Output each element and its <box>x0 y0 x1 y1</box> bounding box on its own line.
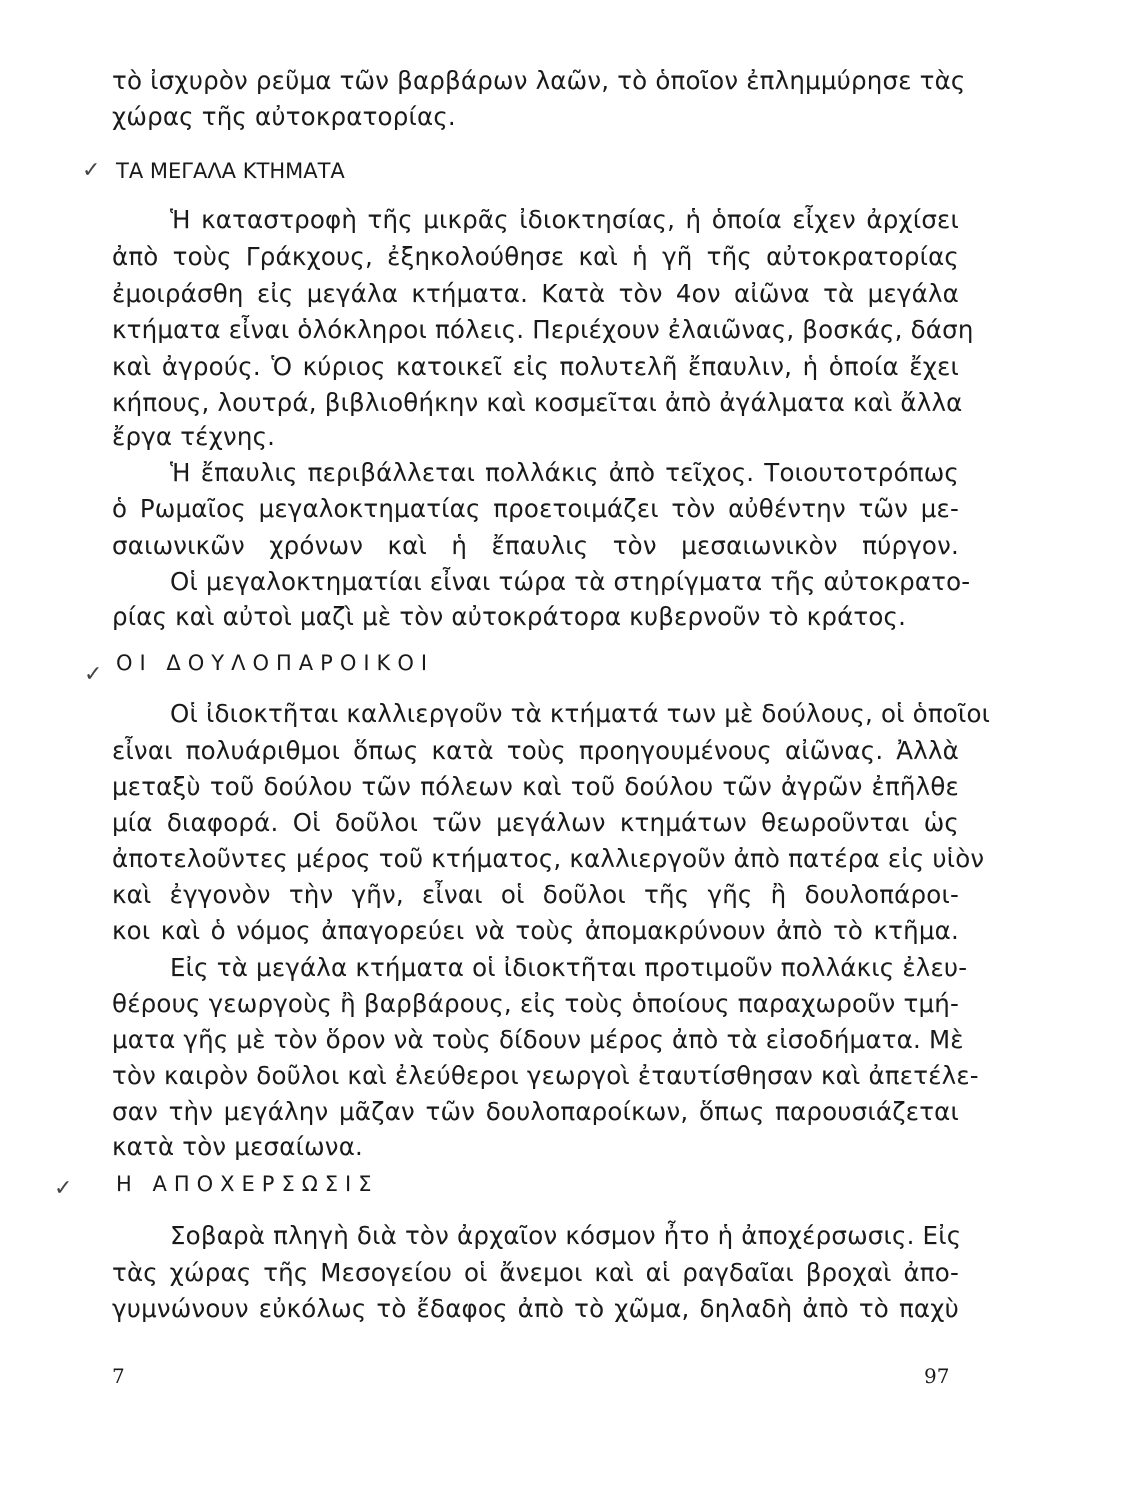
margin-checkmark-icon: ✓ <box>54 1176 73 1201</box>
text-line: κτήματα εἶναι ὁλόκληροι πόλεις. Περιέχουν ἐλαιῶνας, βοσκάς, δάση <box>112 315 974 344</box>
text-line: τὸ ἰσχυρὸν ρεῦμα τῶν βαρβάρων λαῶν, τὸ ὁποῖον ἐπλημμύρησε τὰς <box>112 66 966 95</box>
margin-checkmark-icon: ✓ <box>82 158 101 183</box>
text-line: ἀποτελοῦντες μέρος τοῦ κτήματος, καλλιεργοῦν ἀπὸ πατέρα εἰς υἱὸν <box>112 844 985 873</box>
text-line: θέρους γεωργοὺς ἢ βαρβάρους, εἰς τοὺς ὁποίους παραχωροῦν τμή- <box>112 989 959 1018</box>
section-heading: Η ΑΠΟΧΕΡΣΩΣΙΣ <box>116 1172 379 1196</box>
text-line: Ἡ ἔπαυλις περιβάλλεται πολλάκις ἀπὸ τεῖχος. Τοιουτοτρόπως <box>170 458 959 487</box>
margin-checkmark-icon: ✓ <box>84 662 103 687</box>
text-line: Οἱ ἰδιοκτῆται καλλιεργοῦν τὰ κτήματά των μὲ δούλους, οἱ ὁποῖοι <box>170 699 991 728</box>
text-line: Ἡ καταστροφὴ τῆς μικρᾶς ἰδιοκτησίας, ἡ ὁποία εἶχεν ἀρχίσει <box>170 205 959 234</box>
text-line: ρίας καὶ αὐτοὶ μαζὶ μὲ τὸν αὐτοκράτορα κυβερνοῦν τὸ κράτος. <box>112 602 907 631</box>
text-line: ἔργα τέχνης. <box>112 422 276 451</box>
text-line: Οἱ μεγαλοκτηματίαι εἶναι τώρα τὰ στηρίγματα τῆς αὐτοκρατο- <box>170 567 971 596</box>
text-line: μεταξὺ τοῦ δούλου τῶν πόλεων καὶ τοῦ δούλου τῶν ἀγρῶν ἐπῆλθε <box>112 772 959 801</box>
text-line: χώρας τῆς αὐτοκρατορίας. <box>112 102 456 131</box>
page-number: 97 <box>924 1364 950 1388</box>
text-line: ἀπὸ τοὺς Γράκχους, ἐξηκολούθησε καὶ ἡ γῆ τῆς αὐτοκρατορίας <box>112 242 959 271</box>
signature-mark: 7 <box>112 1364 125 1388</box>
text-line: ἐμοιράσθη εἰς μεγάλα κτήματα. Κατὰ τὸν 4ον αἰῶνα τὰ μεγάλα <box>112 279 959 308</box>
text-line: τὰς χώρας τῆς Μεσογείου οἱ ἄνεμοι καὶ αἱ ραγδαῖαι βροχαὶ ἀπο- <box>112 1258 959 1287</box>
text-line: καὶ ἐγγονὸν τὴν γῆν, εἶναι οἱ δοῦλοι τῆς γῆς ἢ δουλοπάροι- <box>112 880 959 909</box>
text-line: μία διαφορά. Οἱ δοῦλοι τῶν μεγάλων κτημάτων θεωροῦνται ὡς <box>112 808 959 837</box>
text-line: ματα γῆς μὲ τὸν ὅρον νὰ τοὺς δίδουν μέρος ἀπὸ τὰ εἰσοδήματα. Μὲ <box>112 1025 964 1054</box>
text-line: ὁ Ρωμαῖος μεγαλοκτηματίας προετοιμάζει τὸν αὐθέντην τῶν με- <box>112 494 959 523</box>
text-line: σαν τὴν μεγάλην μᾶζαν τῶν δουλοπαροίκων, ὅπως παρουσιάζεται <box>112 1097 959 1126</box>
text-line: καὶ ἀγρούς. Ὁ κύριος κατοικεῖ εἰς πολυτελῆ ἔπαυλιν, ἡ ὁποία ἔχει <box>112 352 959 381</box>
text-line: σαιωνικῶν χρόνων καὶ ἡ ἔπαυλις τὸν μεσαιωνικὸν πύργον. <box>112 531 959 560</box>
text-line: κοι καὶ ὁ νόμος ἀπαγορεύει νὰ τοὺς ἀπομακρύνουν ἀπὸ τὸ κτῆμα. <box>112 916 959 945</box>
text-line: κατὰ τὸν μεσαίωνα. <box>112 1132 364 1161</box>
section-heading: ΤΑ ΜΕΓΑΛΑ ΚΤΗΜΑΤΑ <box>116 159 345 183</box>
text-line: Σοβαρὰ πληγὴ διὰ τὸν ἀρχαῖον κόσμον ἦτο ἡ ἀποχέρσωσις. Εἰς <box>170 1221 962 1250</box>
text-line: τὸν καιρὸν δοῦλοι καὶ ἐλεύθεροι γεωργοὶ ἐταυτίσθησαν καὶ ἀπετέλε- <box>112 1061 979 1090</box>
text-line: κήπους, λουτρά, βιβλιοθήκην καὶ κοσμεῖται ἀπὸ ἀγάλματα καὶ ἄλλα <box>112 388 963 417</box>
text-line: γυμνώνουν εὐκόλως τὸ ἔδαφος ἀπὸ τὸ χῶμα, δηλαδὴ ἀπὸ τὸ παχὺ <box>112 1294 959 1323</box>
text-line: Εἰς τὰ μεγάλα κτήματα οἱ ἰδιοκτῆται προτιμοῦν πολλάκις ἐλευ- <box>170 953 968 982</box>
text-line: εἶναι πολυάριθμοι ὅπως κατὰ τοὺς προηγουμένους αἰῶνας. Ἀλλὰ <box>112 736 959 765</box>
section-heading: ΟΙ ΔΟΥΛΟΠΑΡΟΙΚΟΙ <box>116 651 435 675</box>
